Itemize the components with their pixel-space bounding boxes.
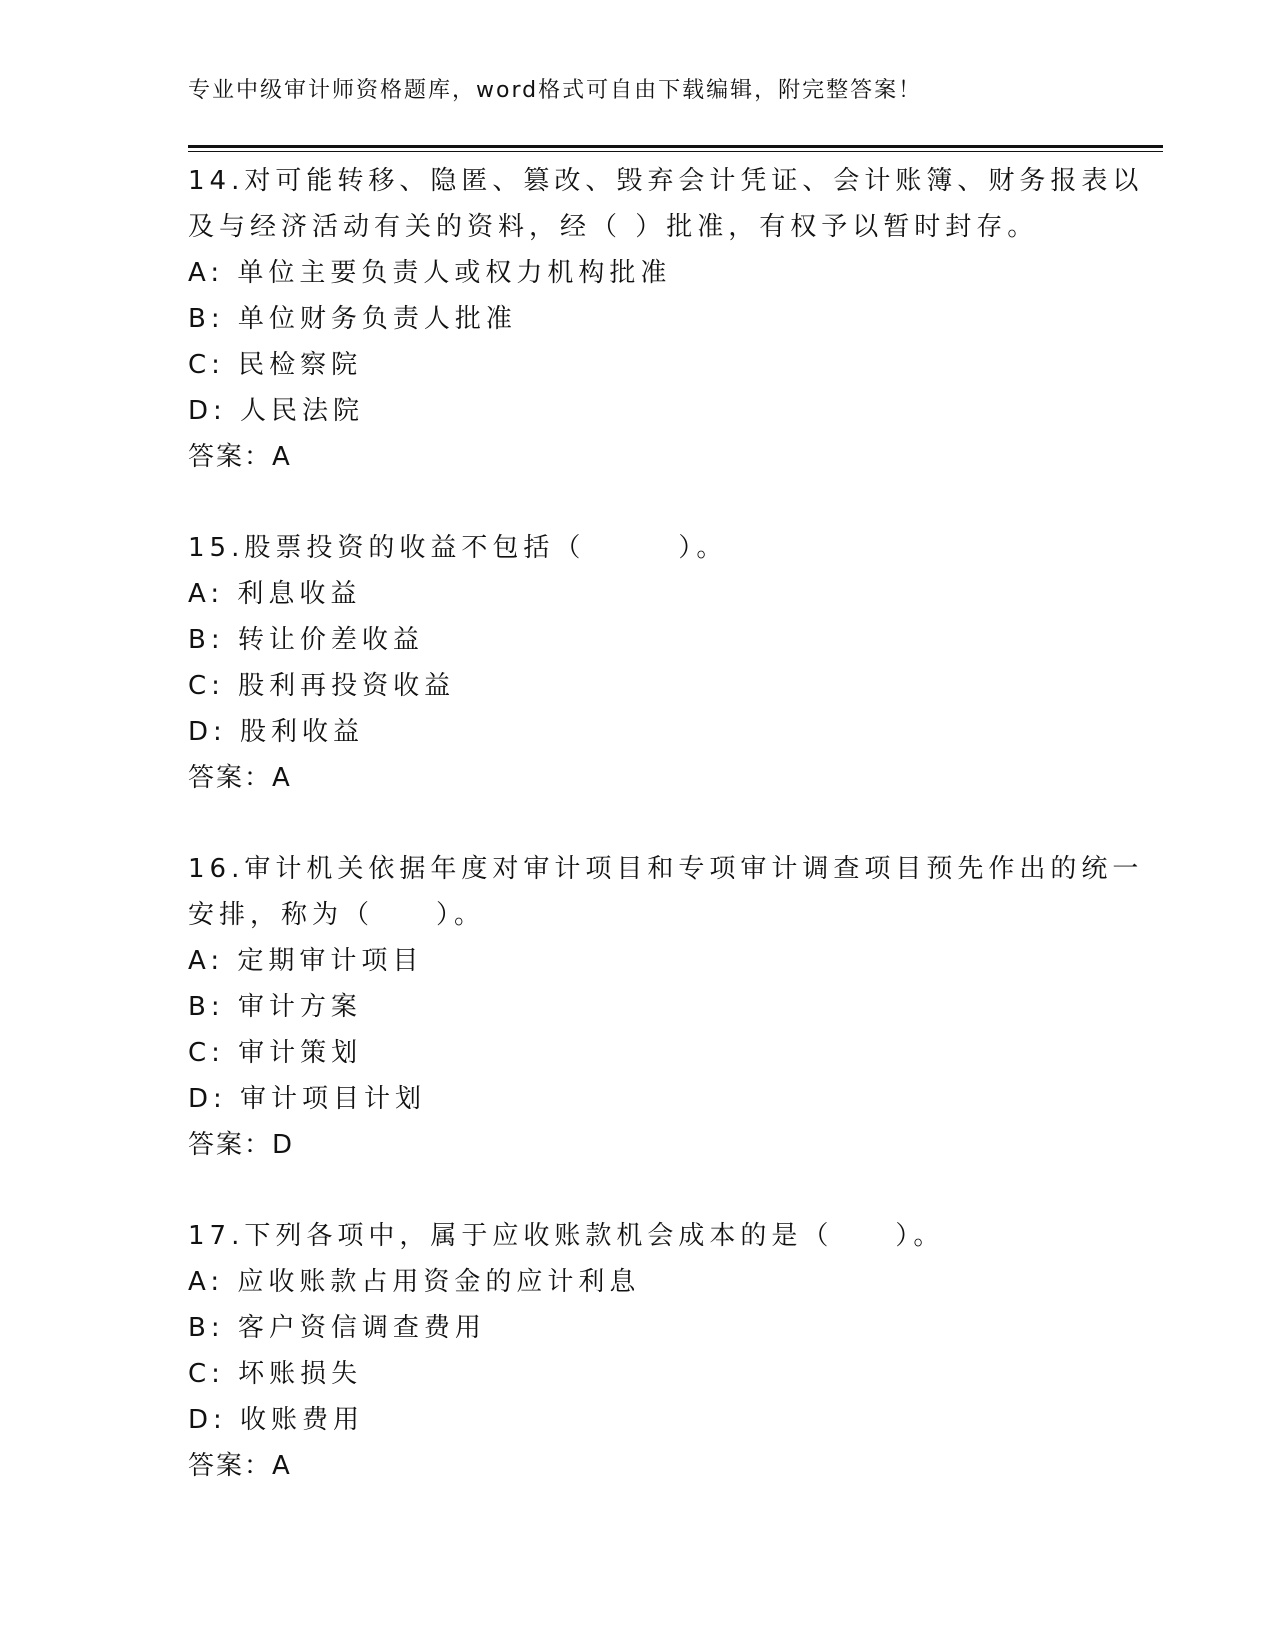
option-c: C: 民检察院 — [188, 350, 363, 380]
page-header: 专业中级审计师资格题库，word格式可自由下载编辑，附完整答案！ — [188, 78, 923, 103]
option-d: D: 人民法院 — [188, 396, 365, 426]
option-b: B: 转让价差收益 — [188, 625, 424, 655]
answer: 答案：A — [188, 763, 292, 793]
question-15 — [188, 525, 1148, 801]
question-stem-line: 15.股票投资的收益不包括（ ）。 — [188, 533, 728, 563]
question-stem-line: 安排，称为（ ）。 — [188, 900, 486, 930]
option-c: C: 股利再投资收益 — [188, 671, 456, 701]
question-stem-line: 及与经济活动有关的资料，经（ ）批准，有权予以暂时封存。 — [188, 212, 1039, 242]
option-d: D: 审计项目计划 — [188, 1084, 427, 1114]
option-a: A: 定期审计项目 — [188, 946, 424, 976]
answer: 答案：A — [188, 1451, 292, 1481]
option-d: D: 收账费用 — [188, 1405, 365, 1435]
answer: 答案：A — [188, 442, 292, 472]
option-b: B: 客户资信调查费用 — [188, 1313, 486, 1343]
answer: 答案：D — [188, 1130, 295, 1160]
option-d: D: 股利收益 — [188, 717, 365, 747]
option-a: A: 单位主要负责人或权力机构批准 — [188, 258, 672, 288]
header-divider — [188, 145, 1163, 152]
question-stem-line: 17.下列各项中，属于应收账款机会成本的是（ ）。 — [188, 1221, 945, 1251]
question-17 — [188, 1213, 1148, 1489]
question-stem-line: 14.对可能转移、隐匿、篡改、毁弃会计凭证、会计账簿、财务报表以 — [188, 166, 1144, 196]
option-a: A: 应收账款占用资金的应计利息 — [188, 1267, 641, 1297]
question-16 — [188, 846, 1148, 1168]
question-14 — [188, 158, 1148, 480]
option-c: C: 坏账损失 — [188, 1359, 363, 1389]
option-a: A: 利息收益 — [188, 579, 362, 609]
option-b: B: 审计方案 — [188, 992, 362, 1022]
option-c: C: 审计策划 — [188, 1038, 363, 1068]
question-list — [188, 158, 1148, 1534]
option-b: B: 单位财务负责人批准 — [188, 304, 517, 334]
question-stem-line: 16.审计机关依据年度对审计项目和专项审计调查项目预先作出的统一 — [188, 854, 1144, 884]
